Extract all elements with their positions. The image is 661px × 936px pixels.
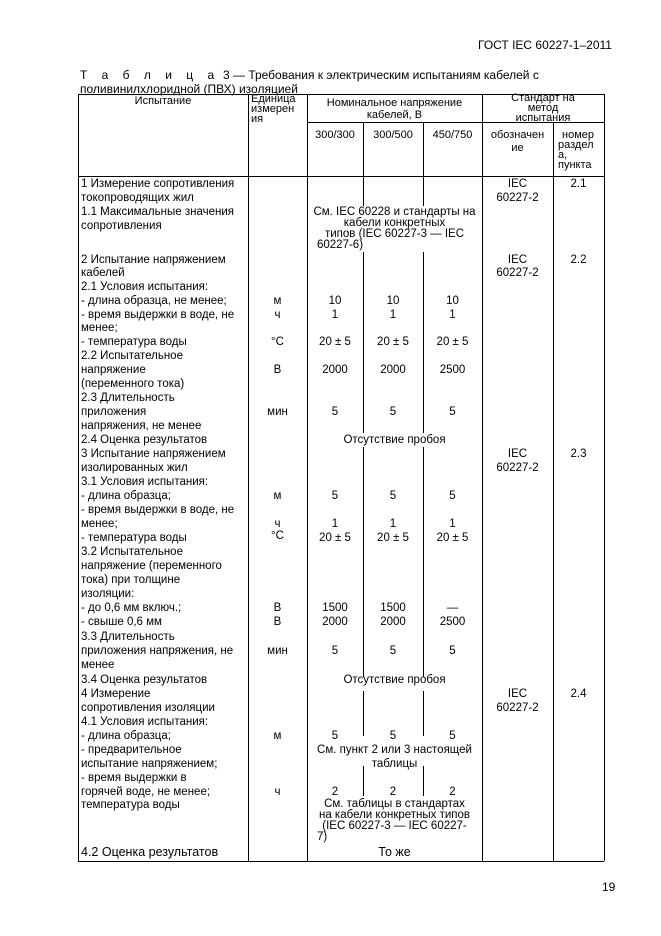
test-name: - время выдержки в [81,772,187,784]
header-voltage-300-500: 300/500 [373,129,413,141]
test-name: температура воды [81,799,180,811]
result: Отсутствие пробоя [343,434,446,446]
result: Отсутствие пробоя [343,674,446,686]
header-sub-line [307,122,482,123]
voltage-note: (IEC 60227-3 — IEC 60227- [322,820,467,832]
test-name: 3 Испытание напряжением [81,448,226,460]
voltage-note: типов (IEC 60227-3 — IEC [324,228,465,240]
table-caption-line2: поливинилхлоридной (ПВХ) изоляцией [80,82,298,96]
standard-designation: IEC [507,178,528,190]
standard-designation: 60227-2 [496,192,539,204]
test-name: - длина образца, не менее; [81,295,227,307]
column-divider [423,176,424,206]
header-standard-line1: Стандарт на [511,92,575,104]
test-name: 2.4 Оценка результатов [81,434,208,446]
test-name: менее; [81,322,118,334]
value: 2500 [439,364,466,376]
voltage-note: См. пункт 2 или 3 настоящей [317,744,472,756]
value: 2 [449,786,456,798]
test-name: 3.1 Условия испытания: [81,476,209,488]
value: 20 ± 5 [436,532,469,544]
test-name: 2.2 Испытательное [81,350,183,362]
value: 2000 [380,364,406,376]
standard-section: 2.1 [570,178,587,190]
value: 1 [449,309,456,321]
test-name: 2.1 Условия испытания: [81,281,209,293]
value: 20 ± 5 [377,336,409,348]
table-caption [80,68,539,82]
standard-section: 2.3 [570,448,587,460]
header-section-line2: раздел [558,139,594,151]
value: 1500 [322,602,348,614]
voltage-note: См. таблицы в стандартах [324,798,465,810]
standard-designation: IEC [507,688,528,700]
voltage-note: кабели конкретных [343,217,446,229]
standard-designation: IEC [507,448,528,460]
test-name: - длина образца; [81,730,171,742]
test-name: 3.4 Оценка результатов [81,674,208,686]
standard-section: 2.2 [570,254,587,266]
voltage-note: См. IEC 60228 и стандарты на [313,206,476,218]
test-name: - время выдержки в воде, не [81,504,235,516]
header-voltage-line2: кабелей, В [366,109,423,121]
test-name: сопротивления [81,220,162,232]
test-name: приложения напряжения, не [81,645,234,657]
standard-designation: 60227-2 [496,462,539,474]
value: 2 [331,786,339,798]
unit: °С [271,336,284,348]
header-bottom-line [78,176,604,177]
value: 1 [331,309,339,321]
value: 5 [331,645,339,657]
header-designation-line1: обозначен [490,129,545,141]
value: 5 [389,406,397,418]
unit: мин [267,645,288,657]
header-test: Испытание [134,95,192,107]
value: 5 [389,645,397,657]
test-name: напряжение (переменного [81,560,222,572]
test-name: испытание напряжением; [81,758,218,770]
value: 1500 [380,602,406,614]
unit: ч [274,309,281,321]
column-divider [482,94,483,861]
column-divider [553,122,554,861]
voltage-note: таблицы [371,758,418,770]
standard-designation: 60227-2 [496,267,539,279]
unit: м [273,730,282,742]
column-divider [248,94,249,861]
test-name: приложения [81,406,147,418]
header-unit-line2: измерен [251,103,295,115]
page-number: 19 [602,880,616,894]
test-name: напряжения, не менее [81,420,202,432]
test-name: - время выдержки в воде, не [81,309,235,321]
value: 2000 [322,364,348,376]
column-divider [363,176,364,206]
standard-designation: IEC [507,254,528,266]
test-name: 2 Испытание напряжением [81,254,226,266]
test-name: кабелей [81,267,125,279]
test-name: токопроводящих жил [81,192,194,204]
test-name: 1 Измерение сопротивления [81,178,235,190]
test-name: горячей воде, не менее; [81,786,211,798]
test-name: 2.3 Длительность [81,392,175,404]
test-name: 4 Измерение [81,688,151,700]
header-designation-line2: ие [511,142,524,154]
table-border-bottom [78,861,604,862]
value: 20 ± 5 [319,336,351,348]
test-name: тока) при толщине [81,574,181,586]
unit: мин [267,406,288,418]
header-unit-line1: Единица [251,93,296,105]
test-name: - длина образца; [81,490,171,502]
header-standard-line2: метод [527,102,559,114]
test-name: напряжение [81,364,146,376]
value: 1 [389,518,397,530]
value: 5 [449,406,456,418]
test-name: 4.1 Условия испытания: [81,716,209,728]
header-voltage-line1: Номинальное напряжение [326,97,463,109]
result: То же [378,845,411,859]
test-name: сопротивления изоляции [81,702,215,714]
voltage-note: на кабели конкретных типов [318,809,471,821]
unit: В [273,616,282,628]
table-border-right [604,94,605,861]
value: 1 [449,518,456,530]
value: 5 [331,406,339,418]
value: 5 [331,730,339,742]
value: 5 [449,490,456,502]
header-section-line1: номер [562,129,594,141]
column-divider [423,447,424,677]
value: 1 [389,309,397,321]
value: 5 [449,730,456,742]
value: 2000 [322,616,348,628]
unit: °С [271,530,284,542]
test-name: - свыше 0,6 мм [81,616,162,628]
test-name: - предварительное [81,744,182,756]
document-header: ГОСТ IEC 60227-1–2011 [478,38,612,52]
test-name: - температура воды [81,336,187,348]
standard-designation: 60227-2 [496,702,539,714]
test-name: изолированных жил [81,462,188,474]
unit: В [273,364,282,376]
value: 5 [389,730,397,742]
value: 20 ± 5 [436,336,469,348]
value: — [446,602,459,614]
test-name: 3.3 Длительность [81,631,175,643]
voltage-note: 7) [317,831,328,843]
value: 2000 [380,616,406,628]
value: 2500 [439,616,466,628]
value: 2 [389,786,397,798]
header-voltage-300-300: 300/300 [315,129,355,141]
caption-title: 3 — Требования к электрическим испытаниям кабелей с [219,68,539,82]
test-name: изоляции: [81,588,135,600]
test-name: - до 0,6 мм включ.; [81,602,182,614]
test-name: 1.1 Максимальные значения [81,206,234,218]
value: 1 [331,518,339,530]
value: 5 [389,490,397,502]
header-section-line3: а, [558,149,568,161]
unit: В [273,602,282,614]
unit: м [273,295,282,307]
value: 10 [386,295,400,307]
header-section-line4: пункта [558,159,592,171]
value: 10 [446,295,459,307]
standard-section: 2.4 [570,688,587,700]
voltage-note: 60227-6) [317,239,364,251]
test-name: - температура воды [81,532,187,544]
column-divider [363,447,364,677]
caption-word: Т а б л и ц а [80,68,220,82]
value: 5 [331,490,339,502]
unit: ч [274,518,281,530]
header-unit-line3: ия [251,113,264,125]
test-name: менее [81,659,115,671]
unit: ч [274,786,281,798]
table-border-left [78,94,79,861]
test-name: 4.2 Оценка результатов [81,845,219,859]
header-standard-line3: испытания [515,112,571,124]
value: 20 ± 5 [319,532,351,544]
test-name: менее; [81,518,118,530]
test-name: (переменного тока) [81,378,185,390]
unit: м [273,490,282,502]
test-name: 3.2 Испытательное [81,546,183,558]
value: 20 ± 5 [377,532,409,544]
value: 5 [449,645,456,657]
header-voltage-450-750: 450/750 [432,129,473,141]
value: 10 [328,295,342,307]
